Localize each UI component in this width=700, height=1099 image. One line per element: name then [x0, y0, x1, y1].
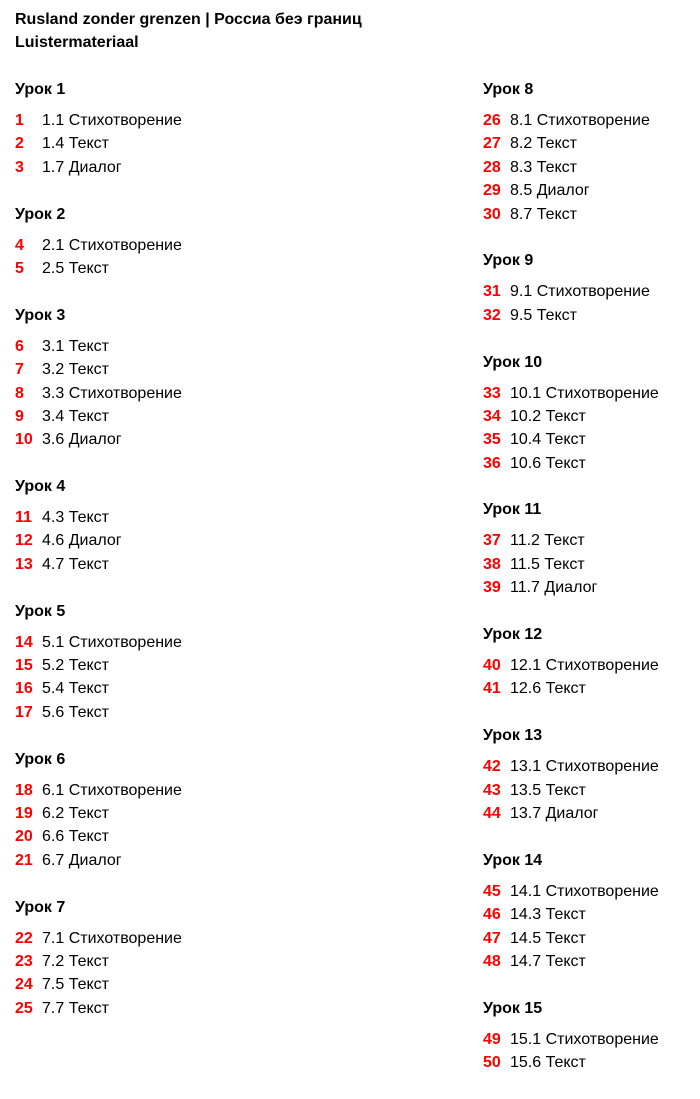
- track-label: 1.7 Диалог: [42, 158, 122, 176]
- lesson-block: [15, 748, 182, 873]
- lesson-title: Урок 1: [15, 81, 66, 98]
- track-number: 28: [483, 158, 501, 176]
- track-item: [483, 428, 659, 451]
- lesson-block: [483, 498, 659, 599]
- track-label: 6.1 Стихотворение: [42, 781, 182, 799]
- track-number: 4: [15, 236, 24, 254]
- track-label: 11.2 Текст: [510, 532, 585, 550]
- track-item: [483, 755, 659, 778]
- lesson-block: [15, 203, 182, 281]
- track-number: 2: [15, 135, 24, 153]
- lesson-title: Урок 10: [483, 353, 543, 371]
- track-item: [483, 529, 659, 552]
- track-number: 13: [15, 555, 33, 573]
- track-item: [15, 234, 182, 257]
- lesson-title: Урок 2: [15, 205, 66, 223]
- track-number: 41: [483, 680, 501, 698]
- track-number: 45: [483, 882, 501, 900]
- track-item: [15, 553, 182, 576]
- track-number: 20: [15, 828, 33, 846]
- track-number: 40: [483, 657, 501, 675]
- track-number: 37: [483, 532, 501, 550]
- track-label: 4.7 Текст: [42, 555, 109, 573]
- track-item: [15, 849, 182, 872]
- track-label: 15.6 Текст: [510, 1054, 586, 1072]
- track-item: [15, 779, 182, 802]
- track-item: [15, 156, 182, 179]
- track-item: [15, 109, 182, 132]
- track-label: 7.1 Стихотворение: [42, 929, 182, 947]
- track-number: 16: [15, 680, 33, 698]
- track-item: [483, 553, 659, 576]
- track-label: 5.1 Стихотворение: [42, 633, 182, 651]
- track-item: [15, 529, 182, 552]
- right-column: [483, 78, 659, 1098]
- track-label: 10.1 Стихотворение: [510, 384, 659, 402]
- track-label: 7.2 Текст: [42, 952, 109, 970]
- track-label: 4.3 Текст: [42, 509, 109, 527]
- lesson-title: Урок 11: [483, 501, 542, 519]
- track-label: 14.5 Текст: [510, 929, 586, 947]
- track-item: [15, 825, 182, 848]
- track-label: 3.6 Диалог: [42, 431, 122, 449]
- track-label: 6.7 Диалог: [42, 851, 122, 869]
- lesson-block: [483, 724, 659, 825]
- track-item: [15, 997, 182, 1020]
- track-label: 2.1 Стихотворение: [42, 236, 182, 254]
- track-item: [15, 257, 182, 280]
- track-number: 35: [483, 431, 501, 449]
- lesson-title: Урок 5: [15, 602, 66, 620]
- lesson-block: [483, 997, 659, 1075]
- track-item: [483, 779, 659, 802]
- track-item: [483, 903, 659, 926]
- track-item: [483, 880, 659, 903]
- lesson-block: [15, 896, 182, 1021]
- track-label: 8.2 Текст: [510, 135, 577, 153]
- track-number: 21: [15, 851, 33, 869]
- track-number: 36: [483, 454, 501, 472]
- lesson-block: [15, 78, 182, 179]
- track-item: [15, 973, 182, 996]
- track-item: [483, 677, 659, 700]
- track-number: 10: [15, 431, 33, 449]
- track-label: 6.2 Текст: [42, 804, 109, 822]
- track-item: [15, 631, 182, 654]
- track-number: 39: [483, 579, 501, 597]
- track-item: [483, 109, 659, 132]
- track-item: [483, 405, 659, 428]
- track-label: 4.6 Диалог: [42, 532, 122, 550]
- track-number: 15: [15, 657, 33, 675]
- track-number: 25: [15, 999, 33, 1017]
- lesson-title: Урок 6: [15, 750, 66, 768]
- track-item: [483, 304, 659, 327]
- track-number: 1: [15, 112, 24, 129]
- track-item: [15, 927, 182, 950]
- track-label: 8.1 Стихотворение: [510, 112, 650, 129]
- document-subtitle: Luistermateriaal: [15, 34, 139, 51]
- track-number: 9: [15, 407, 24, 425]
- track-number: 19: [15, 804, 33, 822]
- track-number: 5: [15, 259, 24, 277]
- track-number: 42: [483, 758, 501, 776]
- track-number: 43: [483, 781, 501, 799]
- track-label: 7.7 Текст: [42, 999, 109, 1017]
- track-number: 32: [483, 306, 501, 324]
- lesson-title: Урок 9: [483, 252, 534, 270]
- track-item: [15, 382, 182, 405]
- track-number: 34: [483, 407, 501, 425]
- track-label: 3.4 Текст: [42, 407, 109, 425]
- track-number: 14: [15, 633, 33, 651]
- track-label: 1.4 Текст: [42, 135, 109, 153]
- track-label: 3.2 Текст: [42, 361, 109, 379]
- track-label: 13.7 Диалог: [510, 804, 599, 822]
- lesson-title: Урок 3: [15, 306, 66, 324]
- track-label: 3.3 Стихотворение: [42, 384, 182, 402]
- track-label: 8.5 Диалог: [510, 182, 590, 200]
- track-label: 14.3 Текст: [510, 906, 586, 924]
- track-item: [483, 1028, 659, 1051]
- left-column: [15, 78, 182, 1044]
- track-label: 1.1 Стихотворение: [42, 112, 182, 129]
- track-number: 26: [483, 112, 501, 129]
- track-item: [483, 802, 659, 825]
- track-number: 29: [483, 182, 501, 200]
- track-item: [483, 654, 659, 677]
- track-label: 10.4 Текст: [510, 431, 586, 449]
- track-item: [15, 701, 182, 724]
- track-number: 46: [483, 906, 501, 924]
- track-label: 15.1 Стихотворение: [510, 1030, 659, 1048]
- track-label: 5.4 Текст: [42, 680, 109, 698]
- track-item: [483, 179, 659, 202]
- track-item: [15, 802, 182, 825]
- track-number: 49: [483, 1030, 501, 1048]
- track-number: 24: [15, 976, 33, 994]
- track-item: [15, 677, 182, 700]
- track-number: 31: [483, 283, 501, 301]
- lesson-block: [15, 475, 182, 576]
- track-label: 9.5 Текст: [510, 306, 577, 324]
- track-number: 23: [15, 952, 33, 970]
- track-label: 14.1 Стихотворение: [510, 882, 659, 900]
- track-label: 6.6 Текст: [42, 828, 109, 846]
- document-title: Rusland zonder grenzen | Россиа беэ границ: [15, 11, 362, 28]
- lesson-block: [15, 600, 182, 725]
- lesson-title: Урок 4: [15, 478, 66, 496]
- track-item: [483, 280, 659, 303]
- lesson-title: Урок 14: [483, 851, 543, 869]
- track-item: [483, 452, 659, 475]
- lesson-block: [483, 623, 659, 701]
- track-number: 22: [15, 929, 33, 947]
- track-label: 11.5 Текст: [510, 555, 585, 573]
- track-item: [483, 950, 659, 973]
- track-item: [15, 132, 182, 155]
- track-number: 7: [15, 361, 24, 379]
- track-label: 11.7 Диалог: [510, 579, 598, 597]
- lesson-title: Урок 7: [15, 898, 66, 916]
- track-label: 5.2 Текст: [42, 657, 109, 675]
- track-number: 11: [15, 509, 32, 527]
- track-item: [15, 335, 182, 358]
- track-item: [483, 203, 659, 226]
- lesson-title: Урок 13: [483, 727, 543, 745]
- lesson-block: [483, 849, 659, 974]
- track-number: 18: [15, 781, 33, 799]
- track-number: 17: [15, 703, 33, 721]
- track-label: 13.5 Текст: [510, 781, 586, 799]
- lesson-block: [483, 78, 659, 226]
- lesson-title: Урок 15: [483, 999, 543, 1017]
- track-label: 5.6 Текст: [42, 703, 109, 721]
- track-item: [15, 654, 182, 677]
- lesson-title: Урок 8: [483, 81, 534, 98]
- track-number: 30: [483, 205, 501, 223]
- lesson-block: [483, 249, 659, 327]
- track-item: [483, 927, 659, 950]
- track-item: [483, 132, 659, 155]
- track-label: 10.6 Текст: [510, 454, 586, 472]
- track-number: 48: [483, 952, 501, 970]
- track-label: 14.7 Текст: [510, 952, 586, 970]
- track-item: [15, 428, 182, 451]
- track-label: 7.5 Текст: [42, 976, 109, 994]
- track-item: [15, 358, 182, 381]
- lesson-title: Урок 12: [483, 626, 543, 644]
- track-label: 12.1 Стихотворение: [510, 657, 659, 675]
- track-number: 44: [483, 804, 501, 822]
- lesson-block: [15, 304, 182, 452]
- track-label: 8.3 Текст: [510, 158, 577, 176]
- track-label: 13.1 Стихотворение: [510, 758, 659, 776]
- track-number: 47: [483, 929, 501, 947]
- document-header: [15, 8, 362, 54]
- track-number: 6: [15, 337, 24, 355]
- track-item: [483, 382, 659, 405]
- track-label: 10.2 Текст: [510, 407, 586, 425]
- track-number: 38: [483, 555, 501, 573]
- track-label: 8.7 Текст: [510, 205, 577, 223]
- track-number: 27: [483, 135, 501, 153]
- track-label: 9.1 Стихотворение: [510, 283, 650, 301]
- track-number: 50: [483, 1054, 501, 1072]
- track-label: 12.6 Текст: [510, 680, 586, 698]
- track-item: [15, 506, 182, 529]
- track-label: 3.1 Текст: [42, 337, 109, 355]
- track-item: [15, 405, 182, 428]
- track-number: 8: [15, 384, 24, 402]
- track-item: [483, 576, 659, 599]
- track-number: 3: [15, 158, 24, 176]
- track-item: [15, 950, 182, 973]
- track-label: 2.5 Текст: [42, 259, 109, 277]
- track-item: [483, 156, 659, 179]
- track-number: 33: [483, 384, 501, 402]
- track-item: [483, 1051, 659, 1074]
- track-number: 12: [15, 532, 33, 550]
- lesson-block: [483, 351, 659, 476]
